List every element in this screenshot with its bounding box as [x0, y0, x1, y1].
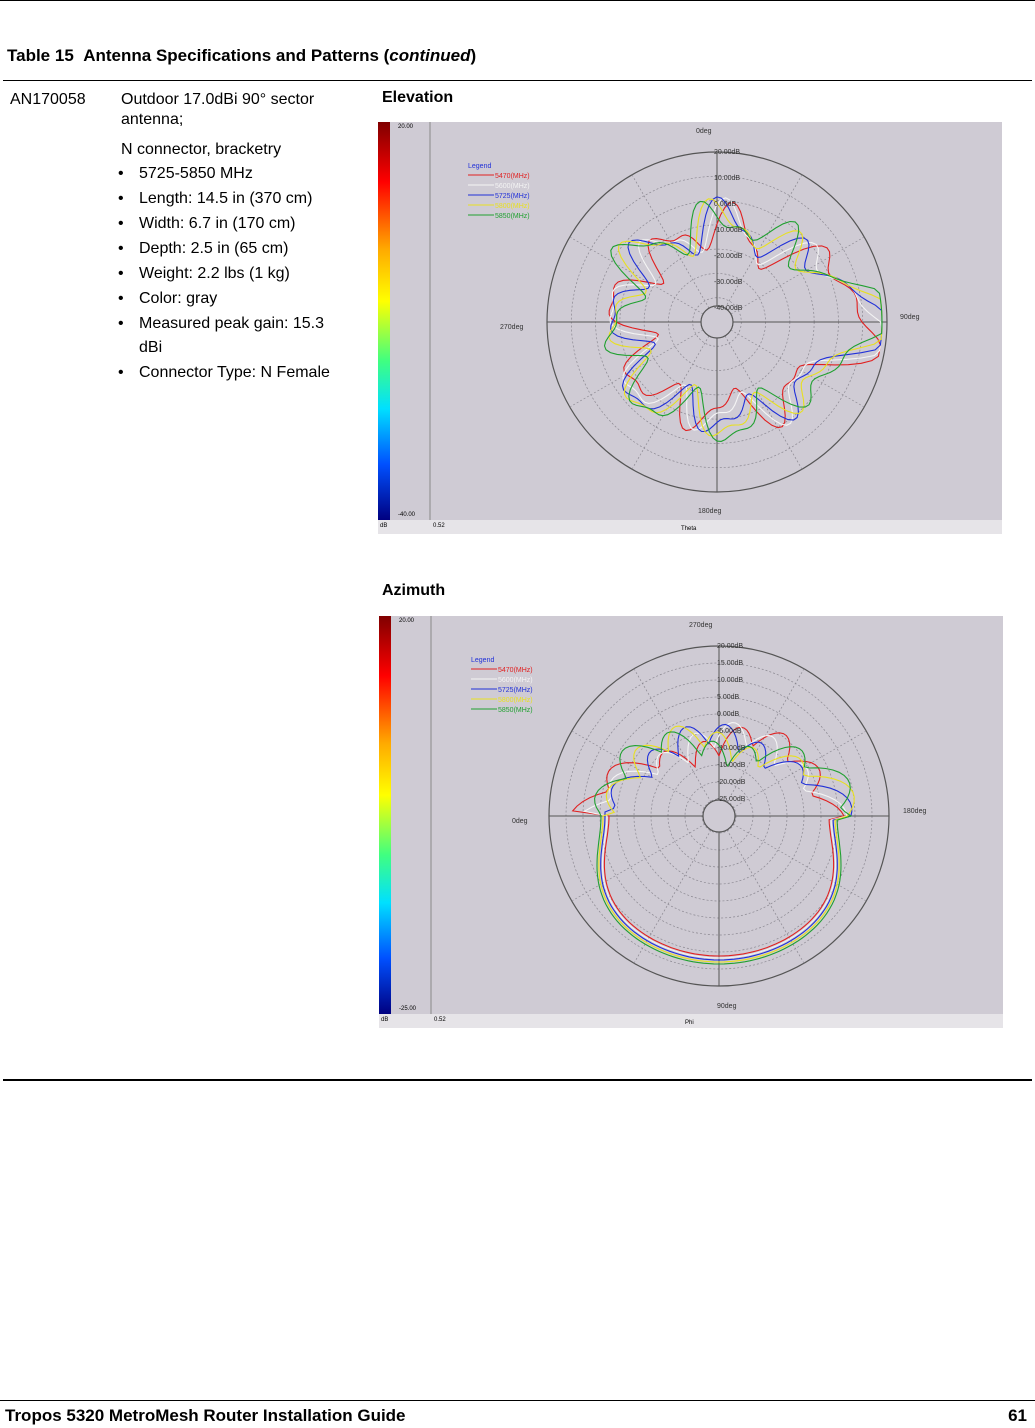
elevation-angle-left: 270deg: [500, 324, 524, 331]
elevation-legend-title: Legend: [468, 163, 492, 170]
svg-text:-20.00dB: -20.00dB: [714, 253, 743, 260]
svg-text:-10.00dB: -10.00dB: [714, 227, 743, 234]
svg-text:0.00dB: 0.00dB: [717, 711, 740, 718]
table-title: [7, 46, 476, 66]
azimuth-angle-bottom: 90deg: [717, 1003, 737, 1010]
svg-text:5725(MHz): 5725(MHz): [498, 687, 533, 694]
azimuth-scale-unit: dB: [381, 1017, 389, 1023]
top-rule: [0, 0, 1035, 1]
azimuth-angle-left: 0deg: [512, 818, 528, 825]
footer-rule: [0, 1400, 1035, 1401]
elevation-angle-right: 90deg: [900, 314, 920, 321]
azimuth-scale-max: 20.00: [399, 618, 415, 624]
svg-text:-40.00dB: -40.00dB: [714, 305, 743, 312]
azimuth-angle-right: 180deg: [903, 808, 927, 815]
svg-text:20.00dB: 20.00dB: [717, 643, 744, 650]
description-line-3: N connector, bracketry: [121, 141, 282, 158]
azimuth-heading: Azimuth: [382, 582, 446, 599]
elevation-pattern-plot: [378, 122, 1002, 534]
svg-text:-25.00dB: -25.00dB: [717, 796, 746, 803]
azimuth-legend-title: Legend: [471, 657, 495, 664]
svg-text:5725(MHz): 5725(MHz): [495, 193, 530, 200]
description-line-1: Outdoor 17.0dBi 90° sector: [121, 91, 315, 108]
elevation-heading: Elevation: [382, 89, 454, 106]
azimuth-angle-top: 270deg: [689, 622, 713, 629]
svg-text:20.00dB: 20.00dB: [714, 149, 741, 156]
svg-text:5600(MHz): 5600(MHz): [495, 183, 530, 190]
svg-text:10.00dB: 10.00dB: [714, 175, 741, 182]
svg-text:15.00dB: 15.00dB: [717, 660, 744, 667]
elevation-plot-svg: [378, 122, 1002, 534]
svg-text:5800(MHz): 5800(MHz): [495, 203, 530, 210]
svg-text:5470(MHz): 5470(MHz): [498, 667, 533, 674]
elevation-scale-max: 20.00: [398, 124, 414, 130]
azimuth-color-scale: [379, 616, 391, 1014]
table-title-italic: continued: [389, 46, 471, 65]
elevation-scale-min: -40.00: [398, 512, 416, 518]
elevation-scale-unit: dB: [380, 523, 388, 529]
footer-title: Tropos 5320 MetroMesh Router Installation Guide: [5, 1406, 406, 1425]
table-title-end: ): [470, 46, 477, 65]
svg-text:5850(MHz): 5850(MHz): [495, 213, 530, 220]
table-title-text: Antenna Specifications and Patterns (: [83, 46, 390, 65]
svg-text:-15.00dB: -15.00dB: [717, 762, 746, 769]
elevation-scale-origin: 0.52: [433, 523, 445, 529]
svg-text:5600(MHz): 5600(MHz): [498, 677, 533, 684]
svg-text:0.00dB: 0.00dB: [714, 201, 737, 208]
elevation-axis-name: Theta: [681, 526, 697, 532]
svg-text:10.00dB: 10.00dB: [717, 677, 744, 684]
azimuth-scale-origin: 0.52: [434, 1017, 446, 1023]
model-number: AN170058: [10, 91, 86, 108]
svg-text:-5.00dB: -5.00dB: [717, 728, 742, 735]
elevation-color-scale: [378, 122, 390, 520]
svg-text:5470(MHz): 5470(MHz): [495, 173, 530, 180]
svg-text:-30.00dB: -30.00dB: [714, 279, 743, 286]
elevation-angle-top: 0deg: [696, 128, 712, 135]
svg-text:-10.00dB: -10.00dB: [717, 745, 746, 752]
table-header-rule: [3, 80, 1032, 81]
table-label: Table 15: [7, 46, 74, 65]
svg-text:5850(MHz): 5850(MHz): [498, 707, 533, 714]
svg-text:-20.00dB: -20.00dB: [717, 779, 746, 786]
azimuth-scale-min: -25.00: [399, 1006, 417, 1012]
table-bottom-rule: [3, 1079, 1032, 1081]
azimuth-axis-name: Phi: [685, 1020, 694, 1026]
svg-text:5800(MHz): 5800(MHz): [498, 697, 533, 704]
description-line-2: antenna;: [121, 111, 184, 128]
azimuth-pattern-plot: [379, 616, 1003, 1028]
elevation-angle-bottom: 180deg: [698, 508, 722, 515]
azimuth-plot-svg: [379, 616, 1003, 1028]
svg-text:5.00dB: 5.00dB: [717, 694, 740, 701]
page-number: 61: [1008, 1406, 1027, 1425]
